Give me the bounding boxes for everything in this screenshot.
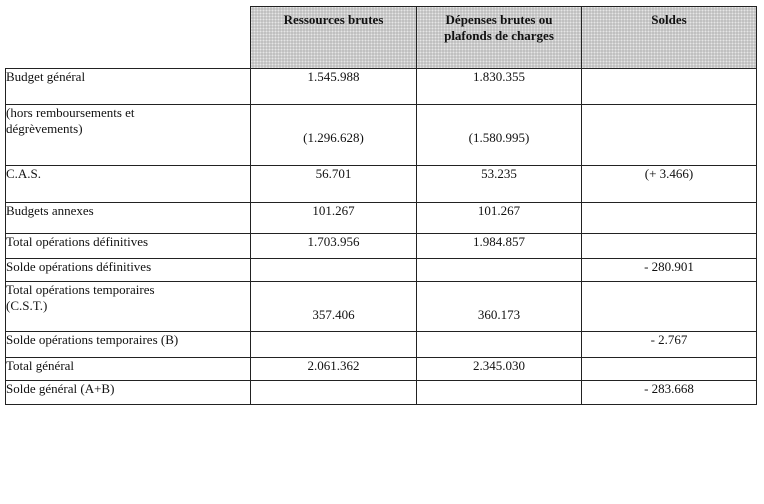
header-soldes-text: Soldes (651, 12, 687, 27)
table-row (6, 234, 757, 259)
cell-solde (582, 234, 757, 259)
cell-depenses: (1.580.995) (417, 105, 582, 166)
cell-solde: - 280.901 (582, 259, 757, 282)
cell-depenses: 360.173 (417, 282, 582, 332)
cell-ressources (251, 332, 417, 358)
cell-ressources: 56.701 (251, 166, 417, 203)
table-row (6, 282, 757, 332)
header-row (6, 7, 757, 69)
row-label-line1: (hors remboursements et (6, 105, 135, 120)
header-soldes (582, 7, 757, 69)
table-row (6, 259, 757, 282)
table-row (6, 166, 757, 203)
row-label-line2: (C.S.T.) (6, 298, 48, 313)
cell-ressources (251, 259, 417, 282)
cell-solde: - 283.668 (582, 381, 757, 405)
row-label: Budget général (6, 69, 251, 105)
row-label: C.A.S. (6, 166, 251, 203)
cell-ressources: 2.061.362 (251, 358, 417, 381)
row-label-line1: Total opérations temporaires (6, 282, 155, 297)
header-depenses-line2: plafonds de charges (444, 28, 554, 43)
header-depenses-line1: Dépenses brutes ou (445, 12, 553, 27)
budget-table (5, 6, 757, 405)
header-ressources (251, 7, 417, 69)
row-label-line2: dégrèvements) (6, 121, 83, 136)
cell-solde (582, 105, 757, 166)
table-row (6, 381, 757, 405)
cell-depenses: 1.984.857 (417, 234, 582, 259)
row-label: Solde opérations définitives (6, 259, 251, 282)
row-label: Total général (6, 358, 251, 381)
cell-ressources (251, 381, 417, 405)
row-label: Total opérations définitives (6, 234, 251, 259)
cell-depenses: 1.830.355 (417, 69, 582, 105)
cell-depenses (417, 332, 582, 358)
cell-solde (582, 69, 757, 105)
cell-ressources: 1.545.988 (251, 69, 417, 105)
cell-depenses (417, 259, 582, 282)
header-ressources-text: Ressources brutes (283, 12, 384, 27)
cell-solde: - 2.767 (582, 332, 757, 358)
header-depenses (417, 7, 582, 69)
cell-solde: (+ 3.466) (582, 166, 757, 203)
row-label (6, 282, 251, 332)
cell-solde (582, 203, 757, 234)
row-label: Solde opérations temporaires (B) (6, 332, 251, 358)
table-row (6, 332, 757, 358)
table-row (6, 69, 757, 105)
cell-ressources: 357.406 (251, 282, 417, 332)
cell-depenses: 53.235 (417, 166, 582, 203)
cell-depenses: 2.345.030 (417, 358, 582, 381)
table-row (6, 203, 757, 234)
row-label (6, 105, 251, 166)
cell-ressources: (1.296.628) (251, 105, 417, 166)
cell-ressources: 101.267 (251, 203, 417, 234)
row-label: Budgets annexes (6, 203, 251, 234)
row-label: Solde général (A+B) (6, 381, 251, 405)
cell-solde (582, 358, 757, 381)
header-corner (6, 7, 251, 69)
table-row (6, 105, 757, 166)
cell-ressources: 1.703.956 (251, 234, 417, 259)
cell-depenses: 101.267 (417, 203, 582, 234)
table-row (6, 358, 757, 381)
cell-depenses (417, 381, 582, 405)
cell-solde (582, 282, 757, 332)
